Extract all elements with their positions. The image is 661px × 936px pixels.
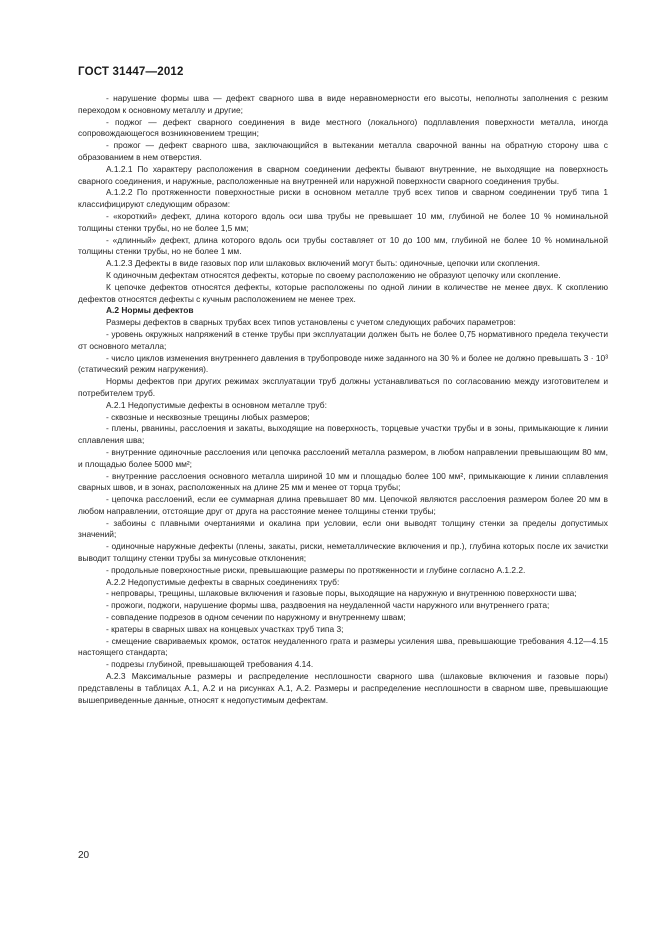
paragraph: Размеры дефектов в сварных трубах всех типов установлены с учетом следующих рабочих параметров:: [106, 317, 516, 328]
paragraph: А.2.2 Недопустимые дефекты в сварных соединениях труб:: [106, 576, 340, 587]
page-number: 20: [78, 850, 90, 861]
paragraph: - непровары, трещины, шлаковые включения и газовые поры, выходящие на наружную и внутреннюю поверхности шва;: [106, 588, 577, 599]
paragraph: - число циклов изменения внутреннего давления в трубопроводе ниже заданного на 30 % и более не должно превышать 3 · 10³ (статический режим нагружения).: [78, 352, 608, 375]
document-body: [78, 93, 608, 706]
paragraph: - подрезы глубиной, превышающей требования 4.14.: [106, 659, 314, 670]
paragraph: - одиночные наружные дефекты (плены, закаты, риски, неметаллические включения и пр.), глубина которых после их зачистки выводит толщину стенки трубы за минусовые отклонения;: [78, 541, 608, 564]
paragraph: К цепочке дефектов относятся дефекты, которые расположены по одной линии в количестве не менее двух. К скоплению дефектов относятся дефекты с кучным расположением не менее трех.: [78, 281, 608, 304]
paragraph: - прожог — дефект сварного шва, заключающийся в вытекании металла сварочной ванны на обратную сторону шва с образованием в нем отверстия.: [78, 140, 608, 162]
paragraph: - кратеры в сварных швах на концевых участках труб типа 3;: [106, 623, 344, 634]
paragraph: - прожоги, поджоги, нарушение формы шва, раздвоения на неудаленной части наружного или внутреннего грата;: [106, 600, 550, 611]
paragraph: Нормы дефектов при других режимах эксплуатации труб должны устанавливаться по согласованию между изготовителем и потребителем труб.: [78, 376, 608, 398]
paragraph: - продольные поверхностные риски, превышающие размеры по протяженности и глубине согласно А.1.2.2.: [106, 564, 526, 575]
paragraph: - цепочка расслоений, если ее суммарная длина превышает 80 мм. Цепочкой являются расслоения размером более 20 мм в любом направлении, отстоящие друг от друга на расстояние менее толщины стенки трубы;: [78, 494, 608, 516]
paragraph: - внутренние расслоения основного металла шириной 10 мм и площадью более 100 мм², примыкающие к линии сплавления сварных швов, и в зонах, расположенных на длине 25 мм и менее от торца трубы;: [78, 470, 608, 493]
paragraph: А.2.1 Недопустимые дефекты в основном металле труб:: [106, 399, 327, 410]
paragraph: - забоины с плавными очертаниями и окалина при условии, если они выводят толщину стенки за пределы допустимых значений;: [78, 517, 608, 540]
paragraph: А.1.2.3 Дефекты в виде газовых пор или шлаковых включений могут быть: одиночные, цепочки или скопления.: [106, 258, 540, 269]
paragraph: - «короткий» дефект, длина которого вдоль оси шва трубы не превышает 10 мм, глубиной не более 10 % номинальной толщины стенки трубы, но не более 1,5 мм;: [78, 210, 608, 233]
paragraph: - сквозные и несквозные трещины любых размеров;: [106, 411, 310, 422]
paragraph: А.1.2.1 По характеру расположения в сварном соединении дефекты бывают внутренние, не выходящие на поверхность сварного соединения, и наружные, расположенные на внутренней или наружной поверхности сварного соединения трубы.: [78, 163, 608, 186]
paragraph: - уровень окружных напряжений в стенке трубы при эксплуатации должен быть не более 0,75 нормативного предела текучести σт основного металла;: [78, 328, 608, 351]
paragraph: - внутренние одиночные расслоения или цепочка расслоений металла размером, в любом направлении превышающим 80 мм, и площадью более 5000 мм²;: [78, 446, 608, 469]
section-heading: А.2 Нормы дефектов: [106, 305, 194, 316]
document-header: ГОСТ 31447—2012: [78, 66, 184, 78]
paragraph: А.2.3 Максимальные размеры и распределение несплошности сварного шва (шлаковые включения и газовые поры) представлены в таблицах А.1, А.2 и на рисунках А.1, А.2. Размеры и распределение несплошности в сварном шве, превышающие вышеприведенные данные, относят к недопустимым дефектам.: [78, 671, 608, 705]
paragraph: - нарушение формы шва — дефект сварного шва в виде неравномерности его высоты, неполноты заполнения с резким переходом к основному металлу и другие;: [78, 93, 608, 115]
paragraph: - поджог — дефект сварного соединения в виде местного (локального) подплавления поверхности металла, иногда сопровождающегося возникновением трещин;: [78, 116, 608, 139]
paragraph: К одиночным дефектам относятся дефекты, которые по своему расположению не образуют цепочку или скопление.: [106, 269, 561, 280]
paragraph: - смещение свариваемых кромок, остаток неудаленного грата и размеры усиления шва, превышающие требования 4.12—4.15 настоящего стандарта;: [78, 635, 608, 658]
paragraph: - плены, рванины, расслоения и закаты, выходящие на поверхность, торцевые участки трубы и в зоны, примыкающие к линии сплавления шва;: [78, 423, 608, 446]
paragraph: А.1.2.2 По протяженности поверхностные риски в основном металле труб всех типов и сварном соединении труб типа 1 классифицируют следующим образом:: [78, 187, 608, 210]
paragraph: - совпадение подрезов в одном сечении по наружному и внутреннему швам;: [106, 612, 406, 623]
paragraph: - «длинный» дефект, длина которого вдоль оси трубы составляет от 10 до 100 мм, глубиной не более 10 % номинальной толщины стенки трубы, но не более 1 мм.: [78, 234, 608, 257]
